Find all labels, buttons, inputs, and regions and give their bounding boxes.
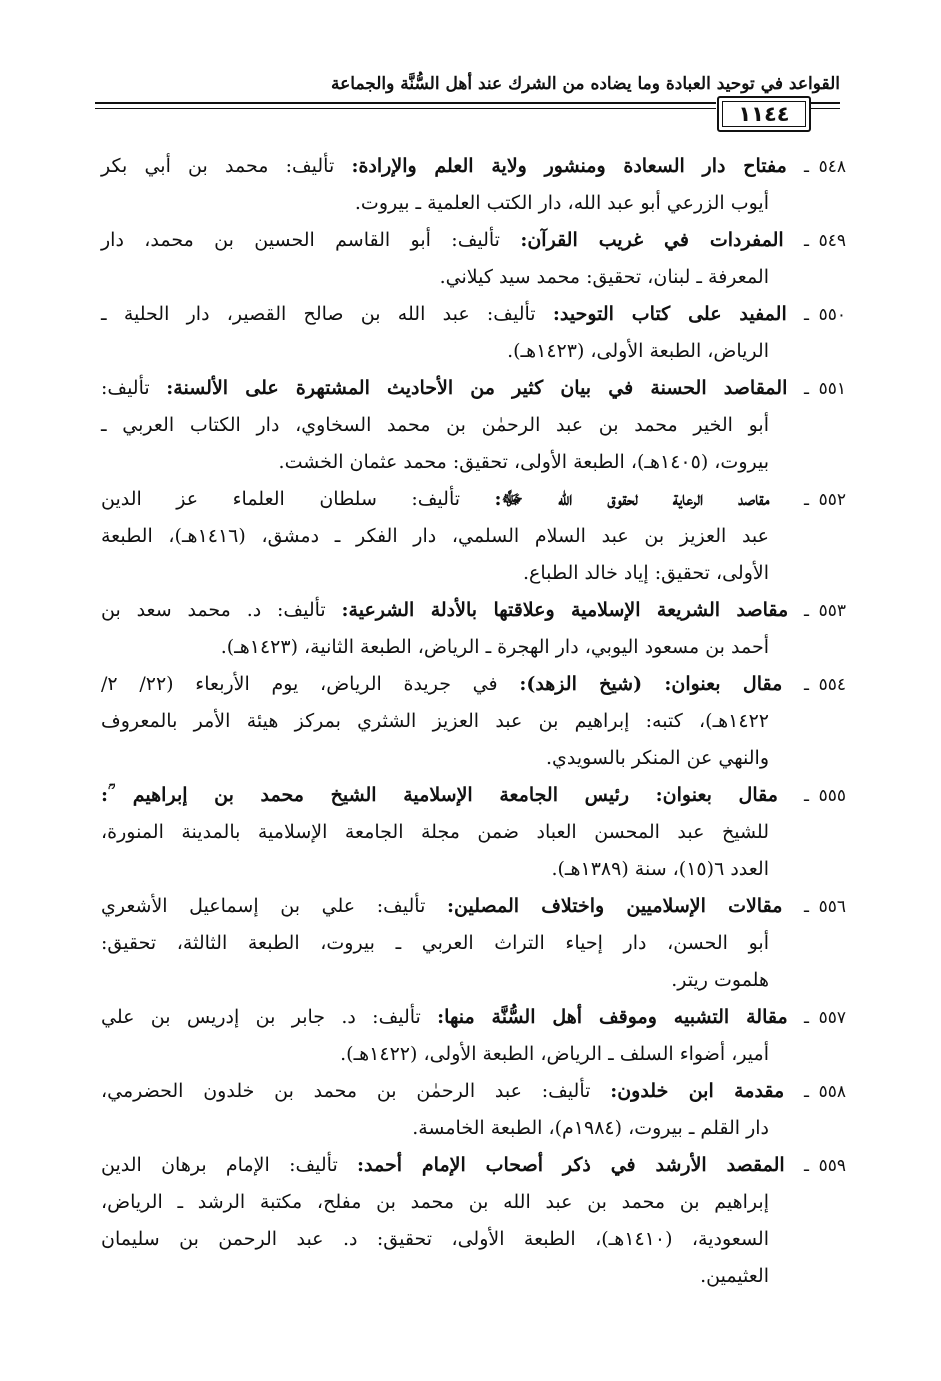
bibliography-entry xyxy=(101,777,846,888)
entry-line xyxy=(101,259,846,296)
entry-line xyxy=(101,518,846,555)
entry-line xyxy=(101,740,846,777)
header-rule-bottom-right xyxy=(809,108,840,109)
entry-text: أمير، أضواء السلف ـ الرياض، الطبعة الأولى، (١٤٢٢هـ). xyxy=(340,1043,769,1065)
entry-title: المقصد الأرشد في ذكر أصحاب الإمام أحمد: xyxy=(357,1154,785,1176)
entry-line xyxy=(101,185,846,222)
bibliography-entry xyxy=(101,666,846,777)
entry-text: إبراهيم بن محمد بن عبد الله بن محمد بن مفلح، مكتبة الرشد ـ الرياض، xyxy=(101,1191,769,1213)
entry-title: مقالة التشبيه وموقف أهل السُّنَّة منها: xyxy=(437,1006,788,1028)
bibliography-entry xyxy=(101,370,846,481)
entry-text: بيروت، (١٤٠٥هـ)، الطبعة الأولى، تحقيق: محمد عثمان الخشت. xyxy=(278,451,769,473)
entry-number: ٥٥٦ ـ xyxy=(804,897,846,917)
entry-title: المقاصد الحسنة في بيان كثير من الأحاديث المشتهرة على الألسنة: xyxy=(166,377,788,399)
bibliography-list xyxy=(101,148,846,1295)
entry-title: مقالات الإسلاميين واختلاف المصلين: xyxy=(447,895,783,917)
header-rule-top xyxy=(95,102,716,104)
entry-text: عبد العزيز بن عبد السلام السلمي، دار الفكر ـ دمشق، (١٤١٦هـ)، الطبعة xyxy=(101,525,769,547)
entry-text: هلموت ريتر. xyxy=(671,969,769,991)
entry-line xyxy=(101,777,846,814)
entry-text: تأليف: أبو القاسم الحسين بن محمد، دار xyxy=(101,229,500,251)
entry-line xyxy=(101,703,846,740)
entry-number: ٥٥٢ ـ xyxy=(803,490,846,510)
entry-title: مقال بعنوان: رئيس الجامعة الإسلامية الشيخ محمد بن إبراهيم ؒ: xyxy=(101,784,778,806)
entry-line xyxy=(101,925,846,962)
entry-line xyxy=(101,1221,846,1258)
entry-text: تأليف: عبد الله بن صالح القصير، دار الحلية ـ xyxy=(101,303,536,325)
entry-text: السعودية، (١٤١٠هـ)، الطبعة الأولى، تحقيق: د. عبد الرحمن بن سليمان xyxy=(101,1228,769,1250)
entry-line xyxy=(101,1184,846,1221)
entry-title: المفيد على كتاب التوحيد: xyxy=(552,303,787,325)
entry-line xyxy=(101,851,846,888)
bibliography-entry xyxy=(101,888,846,999)
entry-line xyxy=(101,444,846,481)
entry-text: تأليف: د. محمد سعد بن xyxy=(101,599,326,621)
bibliography-entry xyxy=(101,296,846,370)
bibliography-entry xyxy=(101,1073,846,1147)
entry-line xyxy=(101,629,846,666)
entry-text: تأليف: الإمام برهان الدين xyxy=(101,1154,338,1176)
entry-line xyxy=(101,962,846,999)
bibliography-entry xyxy=(101,1147,846,1295)
header-title: القواعد في توحيد العبادة وما يضاده من الشرك عند أهل السُّنَّة والجماعة xyxy=(331,74,840,94)
header-rule-top-right xyxy=(809,102,840,104)
entry-line xyxy=(101,370,846,407)
entry-number: ٥٥٩ ـ xyxy=(804,1156,846,1176)
entry-line xyxy=(101,1036,846,1073)
entry-line xyxy=(101,481,846,518)
entry-text: في جريدة الرياض، يوم الأربعاء (٢٢/ ٢/ xyxy=(101,673,498,695)
entry-title: مقال بعنوان: (شيخ الزهد): xyxy=(519,673,783,695)
entry-text: تأليف: xyxy=(101,377,150,399)
page-number-inner-frame xyxy=(722,101,806,127)
entry-line xyxy=(101,296,846,333)
entry-line xyxy=(101,148,846,185)
bibliography-entry xyxy=(101,148,846,222)
entry-text: ١٤٢٢هـ)، كتبه: إبراهيم بن عبد العزيز الشثري بمركز هيئة الأمر بالمعروف xyxy=(101,710,769,732)
entry-number: ٥٥٧ ـ xyxy=(804,1008,846,1028)
entry-title: المفردات في غريب القرآن: xyxy=(520,229,784,251)
entry-line xyxy=(101,1258,846,1295)
entry-text: العدد ٦(١٥)، سنة (١٣٨٩هـ). xyxy=(551,858,769,880)
entry-line xyxy=(101,888,846,925)
entry-line xyxy=(101,814,846,851)
entry-title: مقاصد الرعاية لحقوق الله ﷻ: xyxy=(494,488,770,510)
entry-title: مقاصد الشريعة الإسلامية وعلاقتها بالأدلة الشرعية: xyxy=(341,599,789,621)
entry-line xyxy=(101,407,846,444)
page-number: ١١٤٤ xyxy=(738,102,790,126)
entry-line xyxy=(101,1073,846,1110)
entry-number: ٥٥٠ ـ xyxy=(804,305,846,325)
entry-line xyxy=(101,1110,846,1147)
entry-text: الأولى، تحقيق: إياد خالد الطباع. xyxy=(522,562,769,584)
entry-title: مقدمة ابن خلدون: xyxy=(610,1080,785,1102)
entry-number: ٥٤٩ ـ xyxy=(804,231,847,251)
entry-line xyxy=(101,999,846,1036)
entry-text: تأليف: محمد بن أبي بكر xyxy=(101,155,335,177)
entry-text: تأليف: د. جابر بن إدريس بن علي xyxy=(101,1006,421,1028)
bibliography-entry xyxy=(101,222,846,296)
entry-text: أيوب الزرعي أبو عبد الله، دار الكتب العلمية ـ بيروت. xyxy=(354,192,769,214)
bibliography-entry xyxy=(101,999,846,1073)
entry-text: أبو الخير محمد بن عبد الرحمٰن بن محمد السخاوي، دار الكتاب العربي ـ xyxy=(101,414,769,436)
entry-line xyxy=(101,666,846,703)
entry-title: مفتاح دار السعادة ومنشور ولاية العلم والإرادة: xyxy=(351,155,787,177)
entry-number: ٥٤٨ ـ xyxy=(804,157,847,177)
entry-text: تأليف: عبد الرحمٰن بن محمد بن خلدون الحضرمي، xyxy=(101,1080,591,1102)
entry-number: ٥٥٣ ـ xyxy=(803,601,846,621)
page-number-frame xyxy=(717,96,811,132)
entry-text: الرياض، الطبعة الأولى، (١٤٢٣هـ). xyxy=(507,340,769,362)
entry-text: للشيخ عبد المحسن العباد ضمن مجلة الجامعة الإسلامية بالمدينة المنورة، xyxy=(101,821,769,843)
entry-text: أبو الحسن، دار إحياء التراث العربي ـ بيروت، الطبعة الثالثة، تحقيق: xyxy=(101,932,769,954)
entry-text: العثيمين. xyxy=(700,1265,769,1287)
entry-text: تأليف: علي بن إسماعيل الأشعري xyxy=(101,895,426,917)
entry-line xyxy=(101,222,846,259)
entry-text: المعرفة ـ لبنان، تحقيق: محمد سيد كيلاني. xyxy=(439,266,769,288)
header-rule-bottom xyxy=(95,108,716,109)
entry-line xyxy=(101,592,846,629)
bibliography-entry xyxy=(101,481,846,592)
entry-text: دار القلم ـ بيروت، (١٩٨٤م)، الطبعة الخامسة. xyxy=(412,1117,769,1139)
entry-text: تأليف: سلطان العلماء عز الدين xyxy=(101,488,461,510)
entry-text: أحمد بن مسعود اليوبي، دار الهجرة ـ الرياض، الطبعة الثانية، (١٤٢٣هـ). xyxy=(220,636,769,658)
entry-number: ٥٥٤ ـ xyxy=(804,675,846,695)
entry-line xyxy=(101,333,846,370)
entry-line xyxy=(101,1147,846,1184)
entry-number: ٥٥٥ ـ xyxy=(804,786,846,806)
entry-number: ٥٥١ ـ xyxy=(804,379,846,399)
bibliography-entry xyxy=(101,592,846,666)
entry-text: والنهي عن المنكر بالسويدي. xyxy=(545,747,769,769)
entry-number: ٥٥٨ ـ xyxy=(804,1082,846,1102)
entry-line xyxy=(101,555,846,592)
